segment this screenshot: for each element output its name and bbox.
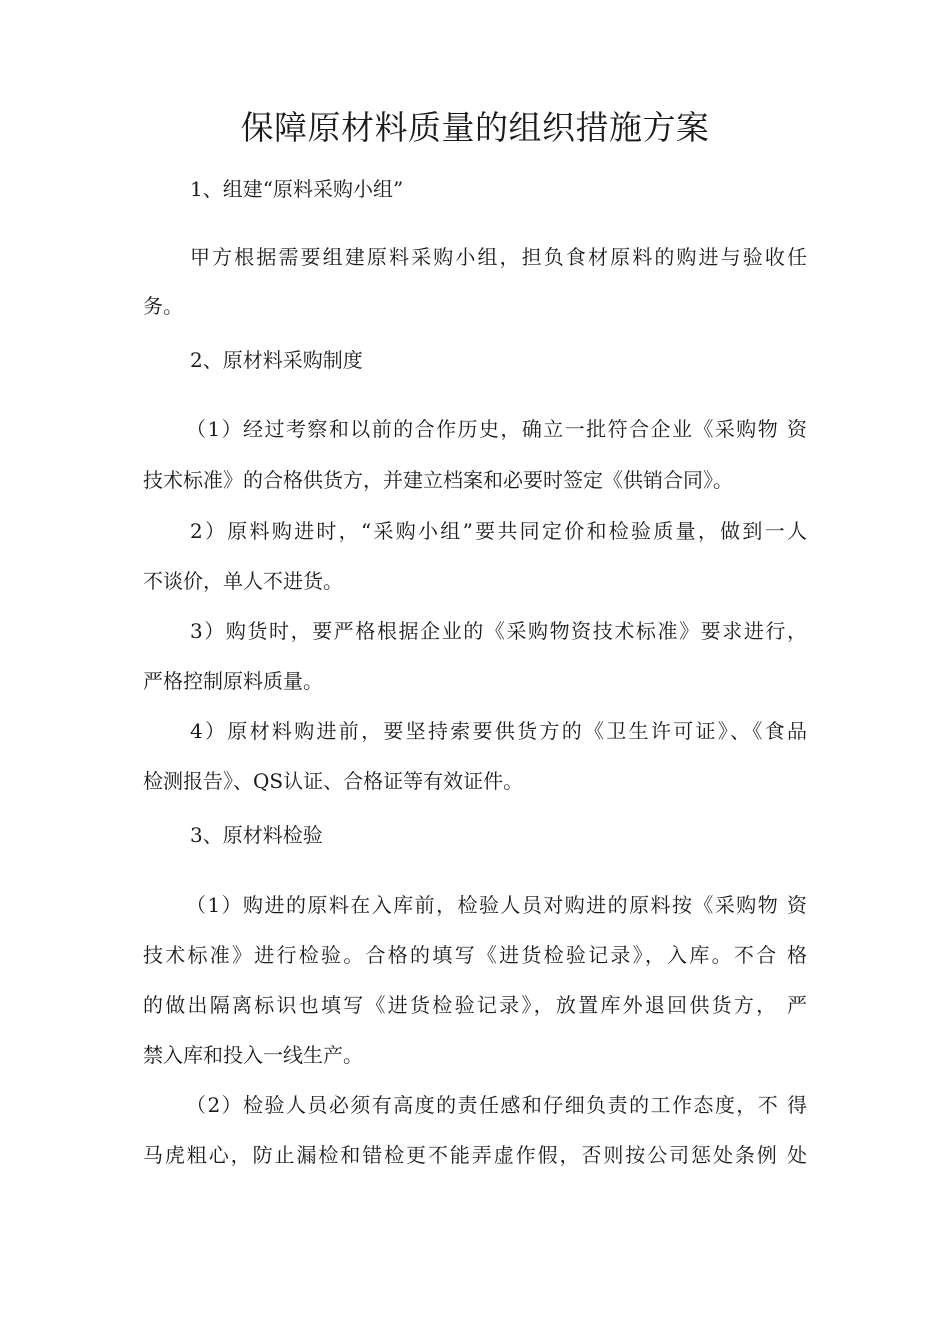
section-heading-1: 1、组建“原料采购小组” <box>190 177 404 201</box>
paragraph-line: 2）原料购进时，“采购小组”要共同定价和检验质量，做到一人 <box>190 519 807 543</box>
paragraph-line: 4）原材料购进前，要坚持索要供货方的《卫生许可证》、《食品 <box>190 719 807 743</box>
paragraph-line: 务。 <box>143 294 183 318</box>
paragraph-line: 不谈价，单人不进货。 <box>143 569 343 593</box>
paragraph-line: 技术标准》进行检验。合格的填写《进货检验记录》，入库。不合 格 <box>143 943 807 967</box>
paragraph-line: （2）检验人员必须有高度的责任感和仔细负责的工作态度，不 得 <box>186 1093 807 1117</box>
paragraph-line: 检测报告》、QS认证、合格证等有效证件。 <box>143 769 524 793</box>
document-title: 保障原材料质量的组织措施方案 <box>240 108 710 147</box>
paragraph-line: （1）经过考察和以前的合作历史，确立一批符合企业《采购物 资 <box>186 417 807 441</box>
section-heading-2: 2、原材料采购制度 <box>190 348 363 372</box>
section-heading-3: 3、原材料检验 <box>190 823 323 847</box>
paragraph-line: 3）购货时，要严格根据企业的《采购物资技术标准》要求进行， <box>190 619 807 643</box>
paragraph-line: 禁入库和投入一线生产。 <box>143 1043 363 1067</box>
paragraph-line: 甲方根据需要组建原料采购小组，担负食材原料的购进与验收任 <box>190 245 807 269</box>
paragraph-line: 的做出隔离标识也填写《进货检验记录》，放置库外退回供货方， 严 <box>143 993 807 1017</box>
paragraph-line: 严格控制原料质量。 <box>143 669 323 693</box>
paragraph-line: 技术标准》的合格供货方，并建立档案和必要时签定《供销合同》。 <box>143 468 733 492</box>
paragraph-line: （1）购进的原料在入库前，检验人员对购进的原料按《采购物 资 <box>186 893 807 917</box>
paragraph-line: 马虎粗心，防止漏检和错检更不能弄虚作假，否则按公司惩处条例 处 <box>143 1143 807 1167</box>
